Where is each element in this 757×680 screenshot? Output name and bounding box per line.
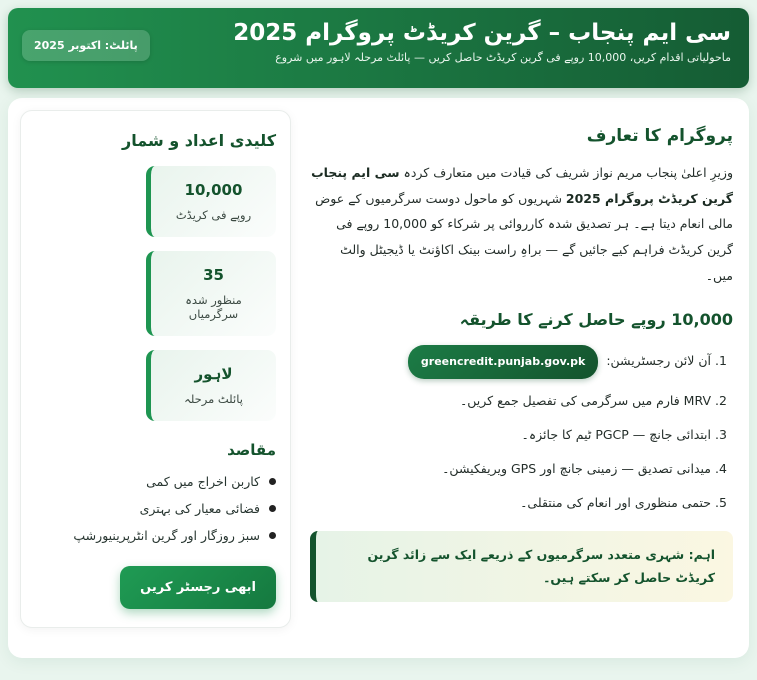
intro-section-title: پروگرام کا تعارف [586,126,733,146]
objectives-list [35,469,276,550]
stat-label: روپے فی کریڈٹ [175,208,252,222]
step-text: آن لائن رجسٹریشن: [606,353,711,369]
stat-box-credit-amount [146,166,276,237]
objectives-title: مقاصد [227,441,276,459]
step-item-final-approval [310,490,711,515]
step-item-registration [310,345,711,379]
step-item-initial-check [310,422,711,447]
intro-text-part2: شہریوں کو ماحول دوست سرگرمیوں کے عوض مالی انعام دیتا ہے۔ ہر تصدیق شدہ کارروائی پر شرکاء کو 10,000 روپے فی گرین کریڈٹ فراہم کیے جائیں گے — براہِ راست بینک اکاؤنٹ یا ڈیجیٹل والٹ میں۔ [315,190,733,283]
bullet-icon [269,505,276,512]
stat-label: منظور شدہ سرگرمیاں [185,293,242,321]
stat-box-pilot-city [146,350,276,421]
step-item-field-verification [310,456,711,481]
registration-url-badge[interactable]: greencredit.punjab.gov.pk [408,345,598,379]
note-prefix: اہم: [688,547,715,563]
register-button[interactable]: ابھی رجسٹر کریں [120,566,276,609]
key-stats-card [20,110,291,628]
objective-item-green-jobs [35,523,276,550]
program-content-section [306,110,737,602]
page-title: سی ایم پنجاب – گرین کریڈٹ پروگرام 2025 [233,20,731,46]
bullet-icon [269,478,276,485]
stats-card-title: کلیدی اعداد و شمار [122,131,276,150]
objective-item-air-quality [35,496,276,523]
important-note [310,531,733,602]
intro-paragraph [310,160,733,288]
app-header [8,8,749,88]
pilot-phase-badge: پائلٹ: اکتوبر 2025 [22,30,150,61]
step-text: میدانی تصدیق — زمینی جانچ اور GPS ویریفکیشن۔ [442,461,711,477]
objective-label: کاربن اخراج میں کمی [146,474,260,489]
stat-label: پائلٹ مرحلہ [184,392,243,406]
bullet-icon [269,532,276,539]
step-text: MRV فارم میں سرگرمی کی تفصیل جمع کریں۔ [459,393,711,409]
stat-value: لاہور [194,365,233,383]
objective-item-carbon [35,469,276,496]
method-section-title: 10,000 روپے حاصل کرنے کا طریقہ [459,310,733,330]
step-text: حتمی منظوری اور انعام کی منتقلی۔ [520,495,711,511]
objective-label: فضائی معیار کی بہتری [139,500,260,516]
note-text: شہری متعدد سرگرمیوں کے ذریعے ایک سے زائد گرین کریڈٹ حاصل کر سکتے ہیں۔ [367,547,715,585]
stat-box-approved-activities [146,251,276,336]
intro-text-program-name: سی ایم پنجاب گرین کریڈٹ پروگرام 2025 [311,165,733,206]
stat-value: 35 [203,266,224,284]
page-subtitle: ماحولیاتی اقدام کریں، 10,000 روپے فی گرین کریڈٹ حاصل کریں — پائلٹ مرحلہ لاہور میں شروع [275,50,731,64]
step-item-mrv-form [310,388,711,413]
step-text: ابتدائی جانچ — PGCP ٹیم کا جائزہ۔ [521,427,711,443]
stat-value: 10,000 [184,181,243,199]
intro-text-part1: وزیرِ اعلیٰ پنجاب مریم نواز شریف کی قیادت میں متعارف کردہ [399,165,733,180]
main-card [8,98,749,658]
objective-label: سبز روزگار اور گرین انٹرپرینیورشپ [73,527,260,543]
steps-list [310,345,733,515]
